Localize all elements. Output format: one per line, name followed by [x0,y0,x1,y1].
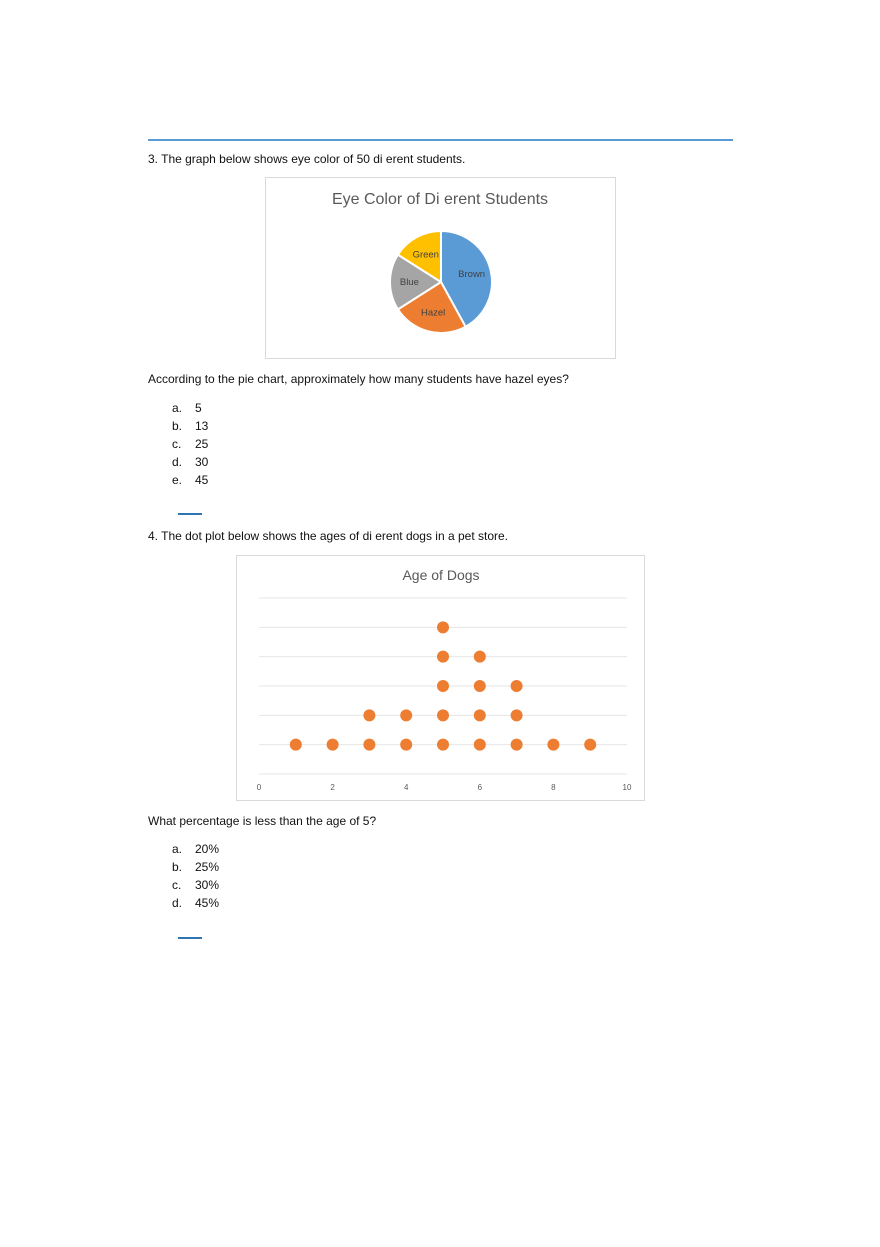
answer-option[interactable] [172,860,219,874]
chart-title: Age of Dogs [402,567,480,583]
dot-point [474,739,486,751]
dot-point [437,709,449,721]
pie-label: Green [412,249,439,261]
dot-point [363,709,375,721]
option-letter: d. [172,455,183,469]
dot-point [327,739,339,751]
answer-option[interactable] [172,401,202,415]
answer-option[interactable] [172,455,208,469]
question-3-text: According to the pie chart, approximately how many students have hazel eyes? [148,372,569,386]
dot-point [474,680,486,692]
option-text: 25 [195,437,209,451]
answer-underline [178,937,202,939]
dot-point [363,739,375,751]
pie-label: Hazel [420,307,446,319]
header-rule [148,139,733,141]
option-text: 13 [195,419,209,433]
answer-underline [178,513,202,515]
option-text: 5 [195,401,202,415]
option-letter: d. [172,896,183,910]
dot-point [547,739,559,751]
option-text: 45% [195,896,220,910]
question-3-prompt: 3. The graph below shows eye color of 50 di erent students. [148,152,466,166]
x-tick-label: 0 [256,783,262,792]
answer-option[interactable] [172,437,208,451]
dot-point [437,739,449,751]
answer-option[interactable] [172,842,219,856]
option-letter: e. [172,473,183,487]
answer-option[interactable] [172,473,208,487]
dot-point [511,709,523,721]
x-tick-label: 2 [330,783,335,792]
dot-point [437,621,449,633]
option-letter: b. [172,860,183,874]
dot-point [584,739,596,751]
option-letter: a. [172,842,183,856]
question-4-prompt: 4. The dot plot below shows the ages of di erent dogs in a pet store. [148,529,509,543]
option-text: 30 [195,455,209,469]
pie-label: Brown [458,269,486,281]
option-letter: b. [172,419,183,433]
dot-point [400,709,412,721]
option-text: 30% [195,878,220,892]
option-letter: c. [172,878,182,892]
dot-point [511,739,523,751]
x-tick-label: 6 [477,783,483,792]
dot-point [474,651,486,663]
dot-point [511,680,523,692]
dot-point [437,680,449,692]
pie-chart [265,177,616,359]
option-text: 20% [195,842,220,856]
option-text: 25% [195,860,220,874]
x-tick-label: 10 [622,783,632,792]
pie-label: Blue [399,277,419,288]
dot-point [290,739,302,751]
option-letter: a. [172,401,183,415]
answer-option[interactable] [172,419,208,433]
question-4-text: What percentage is less than the age of 5? [148,814,377,828]
dot-plot [236,555,645,801]
option-letter: c. [172,437,182,451]
dot-point [474,709,486,721]
answer-option[interactable] [172,878,219,892]
answer-option[interactable] [172,896,219,910]
x-tick-label: 4 [403,783,409,792]
dot-point [400,739,412,751]
chart-title: Eye Color of Di erent Students [331,191,549,208]
dot-point [437,651,449,663]
option-text: 45 [195,473,209,487]
x-tick-label: 8 [551,783,556,792]
